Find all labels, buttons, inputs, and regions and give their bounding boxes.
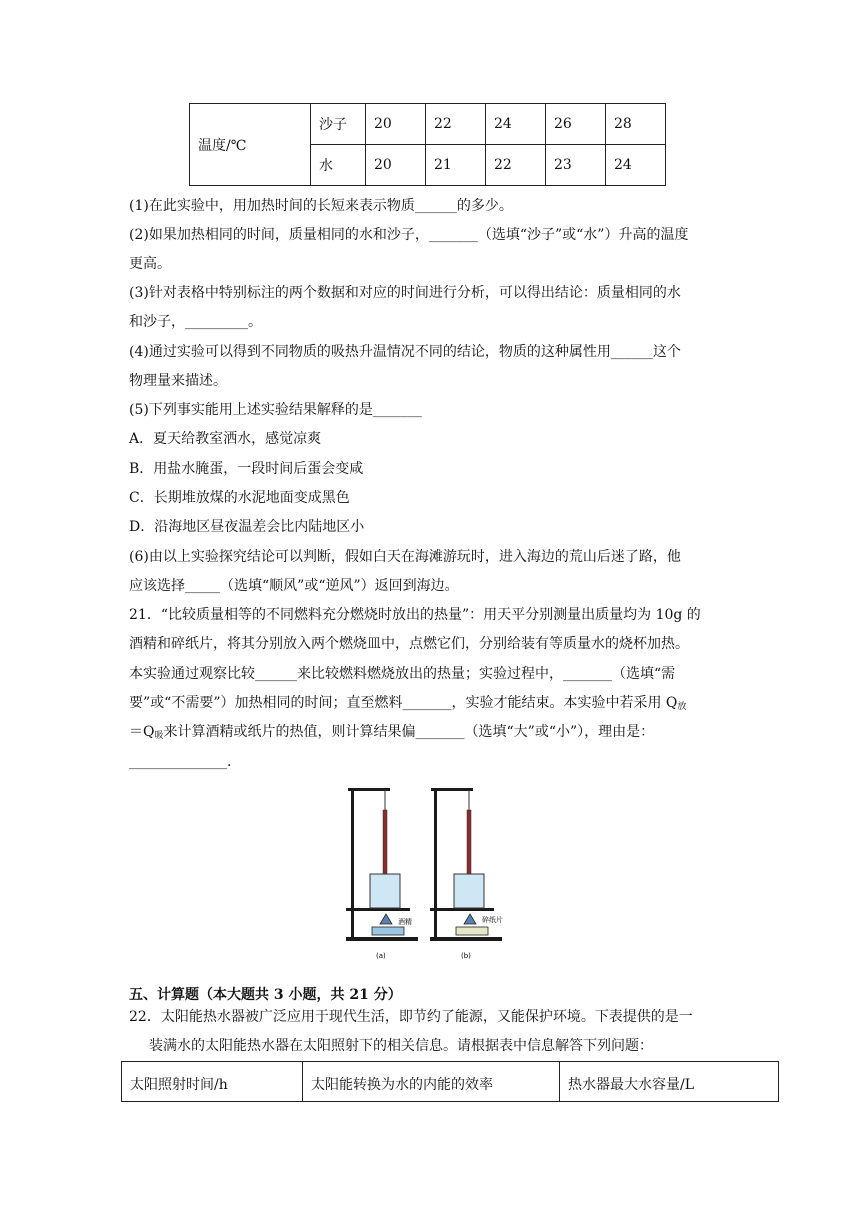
question-6-line-2: 应该选择_____（选填“顺风”或“逆风”）返回到海边。 [129, 578, 459, 594]
question-21-line-1: 21．“比较质量相等的不同燃料充分燃烧时放出的热量”：用天平分别测量出质量均为 10g 的 [129, 607, 701, 623]
question-21-line-2: 酒精和碎纸片，将其分别放入两个燃烧皿中，点燃它们，分别给装有等质量水的烧杯加热。 [129, 636, 689, 652]
question-2-line-2: 更高。 [129, 256, 171, 272]
solar-heater-table [121, 1061, 779, 1102]
question-5: (5)下列事实能用上述实验结果解释的是_______ [129, 402, 422, 418]
stand-arm-a [348, 788, 390, 791]
question-22-line-2: 装满水的太阳能热水器在太阳照射下的相关信息。请根据表中信息解答下列问题： [149, 1038, 653, 1054]
material-cell-water: 水 [311, 145, 366, 186]
question-22-line-1: 22．太阳能热水器被广泛应用于现代生活，即节约了能源，又能保护环境。下表提供的是一 [129, 1009, 693, 1025]
burner-dish-b [456, 927, 488, 935]
option-b: B．用盐水腌蛋，一段时间后蛋会变咸 [129, 461, 364, 477]
section-5-heading: 五、计算题（本大题共 3 小题，共 21 分） [129, 987, 402, 1003]
burner-dish-a [372, 927, 404, 935]
question-21-line-6: ______________. [129, 754, 232, 770]
stand-arm-b [431, 788, 473, 791]
caption-b: (b) [461, 952, 471, 960]
question-21-line-5 [129, 722, 654, 746]
value-cell: 28 [606, 104, 666, 145]
table-row [190, 104, 666, 145]
base-b [430, 937, 502, 941]
label-alcohol: 酒精 [398, 918, 412, 926]
q-release-subscript: 放 [677, 702, 687, 712]
value-cell: 26 [546, 104, 606, 145]
question-6-line-1: (6)由以上实验探究结论可以判断，假如白天在海滩游玩时，进入海边的荒山后迷了路，他 [129, 549, 681, 565]
q-absorb-symbol: ＝Q [129, 724, 155, 740]
base-a [346, 937, 418, 941]
question-21-line-3: 本实验通过观察比较______来比较燃料燃烧放出的热量；实验过程中，_______（选填“需 [129, 666, 676, 682]
question-2-line-1: (2)如果加热相同的时间，质量相同的水和沙子，_______（选填“沙子”或“水”）升高的温度 [129, 227, 689, 243]
option-a: A．夏天给教室洒水，感觉凉爽 [129, 431, 322, 447]
value-cell: 24 [486, 104, 546, 145]
temperature-table [189, 103, 666, 186]
table-row [122, 1062, 779, 1102]
option-c: C．长期堆放煤的水泥地面变成黑色 [129, 490, 350, 506]
option-d: D．沿海地区昼夜温差会比内陆地区小 [129, 519, 365, 535]
question-4-line-2: 物理量来描述。 [129, 373, 227, 389]
question-3-line-1: (3)针对表格中特别标注的两个数据和对应的时间进行分析，可以得出结论：质量相同的水 [129, 285, 681, 301]
stand-pole-a [351, 788, 354, 938]
solar-header-time: 太阳照射时间/h [122, 1062, 303, 1102]
beaker-b [454, 874, 484, 908]
value-cell: 21 [426, 145, 486, 186]
beaker-a [370, 874, 400, 908]
question-4-line-1: (4)通过实验可以得到不同物质的吸热升温情况不同的结论，物质的这种属性用______这个 [129, 344, 681, 360]
value-cell: 23 [546, 145, 606, 186]
flame-a [380, 914, 392, 924]
apparatus-a [346, 788, 418, 960]
material-cell-sand: 沙子 [311, 104, 366, 145]
q-absorb-subscript: 吸 [154, 731, 164, 741]
temperature-header-cell: 温度/℃ [190, 104, 311, 186]
question-1: (1)在此实验中，用加热时间的长短来表示物质______的多少。 [129, 198, 513, 214]
value-cell: 20 [366, 104, 426, 145]
flame-b [464, 914, 476, 924]
question-21-line-5-text: 来计算酒精或纸片的热值，则计算结果偏_______（选填“大”或“小”），理由是： [163, 724, 655, 740]
experiment-figure [340, 782, 522, 962]
caption-a: (a) [376, 952, 386, 960]
value-cell: 24 [606, 145, 666, 186]
question-21-line-4-text: 要”或“不需要”）加热相同的时间；直至燃料_______，实验才能结束。本实验中若采用 Q [129, 695, 678, 711]
label-paper: 碎纸片 [482, 916, 503, 924]
question-3-line-2: 和沙子，_________。 [129, 314, 262, 330]
value-cell: 20 [366, 145, 426, 186]
apparatus-b [430, 788, 503, 960]
stand-pole-b [434, 788, 437, 938]
value-cell: 22 [486, 145, 546, 186]
value-cell: 22 [426, 104, 486, 145]
question-21-line-4 [129, 693, 686, 717]
solar-header-efficiency: 太阳能转换为水的内能的效率 [303, 1062, 560, 1102]
solar-header-capacity: 热水器最大水容量/L [560, 1062, 779, 1102]
